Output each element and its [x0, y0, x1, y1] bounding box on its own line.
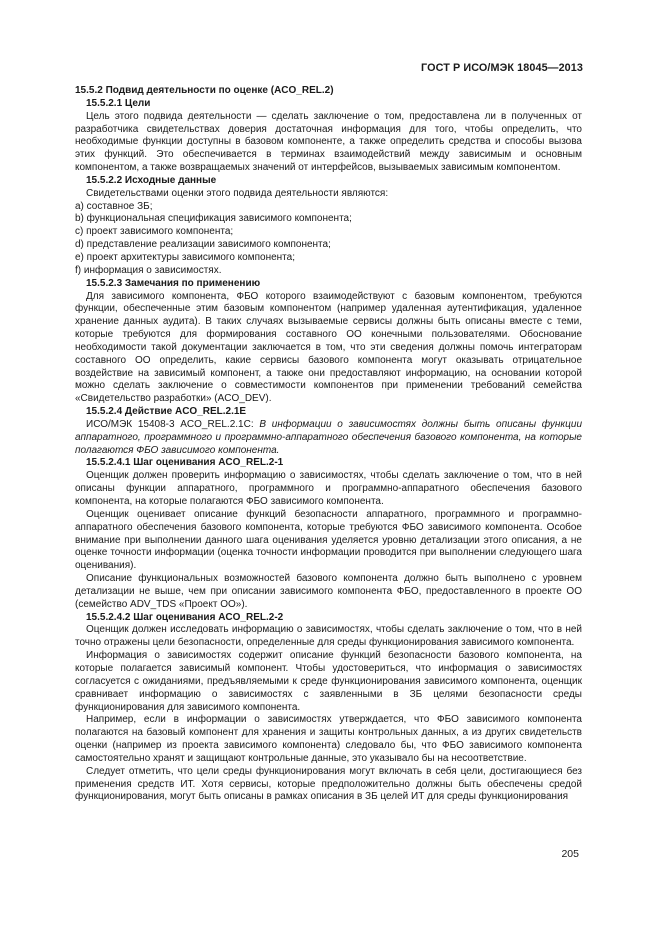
list-item: d) представление реализации зависимого компонента;	[75, 239, 331, 251]
paragraph: Цель этого подвида деятельности — сделать заключение о том, предоставлена ли в полученных от разработчика свидетельствах доверия достаточная информация для того, чтобы определить, что необходимые функции доступны в базовом компоненте, а также определить средства и способы вызова этих функций. Это обеспечивается в терминах взаимодействий между зависимым и основным компонентом, а также возвращаемых значений от интерфейсов, вызываемых зависимым компонентом.	[75, 110, 582, 174]
requirement-paragraph	[75, 419, 582, 458]
requirement-reference: ИСО/МЭК 15408-3 ACO_REL.2.1C:	[86, 418, 260, 430]
paragraph: Свидетельствами оценки этого подвида деятельности являются:	[86, 187, 389, 199]
list-item: e) проект архитектуры зависимого компонента;	[75, 251, 295, 263]
section-heading-15-5-2-2: 15.5.2.2 Исходные данные	[86, 174, 217, 186]
section-heading-15-5-2-4-1: 15.5.2.4.1 Шаг оценивания ACO_REL.2-1	[86, 457, 284, 469]
paragraph: Например, если в информации о зависимостях утверждается, что ФБО зависимого компонента полагаются на базовый компонент для хранения и защиты контрольных данных, а из других свидетельств оценки (например из проекта зависимого компонента) следовало бы, что ФБО зависимого компонента самостоятельно хранят и защищают контрольные данные, это указывало бы на несоответствие.	[75, 714, 582, 764]
list-item: c) проект зависимого компонента;	[75, 226, 234, 238]
paragraph: Оценщик должен исследовать информацию о зависимостях, чтобы сделать заключение о том, что в ней точно отражены цели безопасности, определенные для среды функционирования зависимого компонента.	[75, 624, 582, 649]
page-number: 205	[561, 848, 579, 860]
paragraph: Оценщик должен проверить информацию о зависимостях, чтобы сделать заключение о том, что в ней описаны функции аппаратного, программного и программно-аппаратного обеспечения базового компонента, на которые полагаются ФБО зависимого компонента.	[75, 470, 582, 507]
list-item: a) составное ЗБ;	[75, 200, 153, 212]
paragraph: Следует отметить, что цели среды функционирования могут включать в себя цели, достигающиеся без применения средств ИТ. Хотя сервисы, которые предположительно должны быть обеспечены средой функционирования, могут быть описаны в рамках описания в ЗБ целей ИТ для среды функционирования	[75, 765, 582, 803]
section-heading-15-5-2: 15.5.2 Подвид деятельности по оценке (ACO_REL.2)	[75, 85, 334, 96]
section-heading-15-5-2-4: 15.5.2.4 Действие ACO_REL.2.1E	[86, 406, 247, 418]
document-body	[75, 85, 582, 804]
list-item: b) функциональная спецификация зависимого компонента;	[75, 213, 352, 225]
section-heading-15-5-2-1: 15.5.2.1 Цели	[86, 97, 151, 109]
paragraph: Для зависимого компонента, ФБО которого взаимодействуют с базовым компонентом, требуются функции, обеспеченные этим базовым компонентом (например удаленная аутентификация, удаленное хранение данных аудита). В таких случаях вызываемые сервисы должны быть описаны вместе с теми, которые требуются для формирования составного ОО конечными пользователями. Обоснование необходимости такой документации заключается в том, что эти сведения должны помочь интеграторам составного ОО определить, какие сервисы базового компонента могут оказывать отрицательное воздействие на зависимый компонент, а также они предоставляют информацию, на основании которой можно сделать заключение о совместимости компонентов при применении требований семейства «Свидетельство разработки» (ACO_DEV).	[75, 290, 582, 405]
section-heading-15-5-2-4-2: 15.5.2.4.2 Шаг оценивания ACO_REL.2-2	[86, 611, 284, 623]
section-heading-15-5-2-3: 15.5.2.3 Замечания по применению	[86, 277, 261, 289]
list-item: f) информация о зависимостях.	[75, 264, 222, 276]
paragraph: Оценщик оценивает описание функций безопасности аппаратного, программного и программно-аппаратного обеспечения базового компонента, которые требуются ФБО зависимого компонента. Особое внимание при выполнении данного шага оценивания уделяется уровню детализации этого описания, а не оценке точности информации (оценка точности информации проводится при выполнении следующего шага оценивания).	[75, 508, 582, 572]
paragraph: Описание функциональных возможностей базового компонента должно быть выполнено с уровнем детализации не выше, чем при описании зависимого компонента ФБО, предоставленного в проекте ОО (семейство ADV_TDS «Проект ОО»).	[75, 573, 582, 610]
requirement-text: В информации о зависимостях должны быть описаны функции аппаратного, программного и программно-аппаратного обеспечения базового компонента, на которые полагаются ФБО зависимого компонента.	[75, 418, 582, 456]
document-header: ГОСТ Р ИСО/МЭК 18045—2013	[421, 62, 583, 74]
paragraph: Информация о зависимостях содержит описание функций безопасности базового компонента, на которые полагается зависимый компонент. Чтобы удостовериться, что информация о зависимостях согласуется с ожиданиями, предъявляемыми к среде функционирования зависимого компонента, оценщик сравнивает информацию о зависимостях с заявленными в ЗБ целями безопасности среды функционирования для зависимого компонента.	[75, 650, 582, 713]
